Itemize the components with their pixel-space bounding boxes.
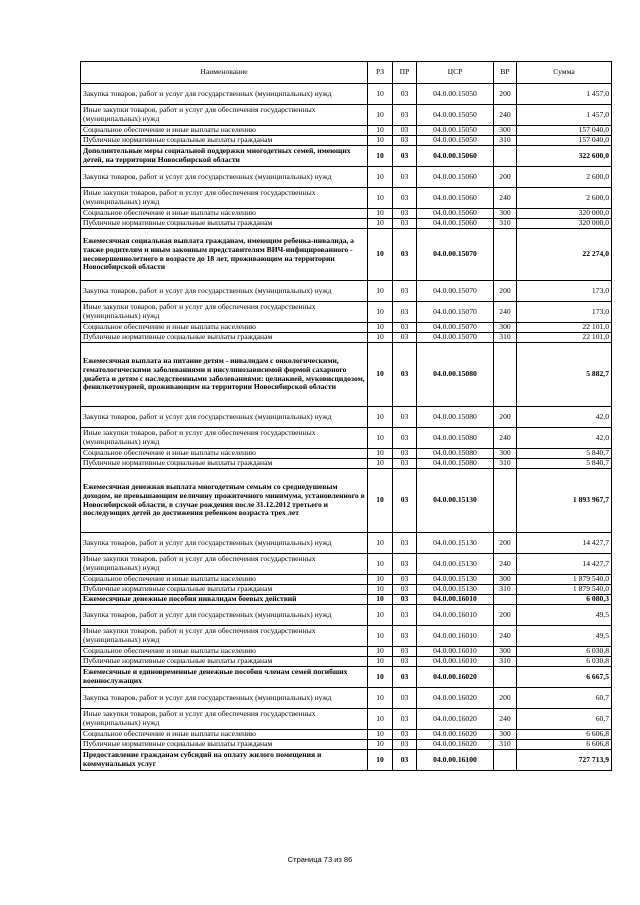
cell-rz: 10 <box>368 146 393 167</box>
cell-rz: 10 <box>368 667 393 688</box>
cell-pr: 03 <box>393 449 417 459</box>
cell-name: Социальное обеспечение и иные выплаты населению <box>81 730 368 740</box>
table-row <box>81 323 612 333</box>
cell-pr: 03 <box>393 459 417 469</box>
cell-name: Публичные нормативные социальные выплаты гражданам <box>81 136 368 146</box>
table-row <box>81 626 612 647</box>
cell-rz: 10 <box>368 469 393 533</box>
cell-sum: 727 713,9 <box>517 750 612 771</box>
cell-rz: 10 <box>368 709 393 730</box>
table-row-section <box>81 667 612 688</box>
table-row <box>81 554 612 575</box>
cell-rz: 10 <box>368 533 393 554</box>
cell-name: Закупка товаров, работ и услуг для государственных (муниципальных) нужд <box>81 605 368 626</box>
cell-csr: 04.0.00.15050 <box>417 84 494 105</box>
cell-sum: 5 840,7 <box>517 449 612 459</box>
cell-vr: 240 <box>494 428 517 449</box>
table-row <box>81 709 612 730</box>
cell-rz: 10 <box>368 281 393 302</box>
cell-csr: 04.0.00.15080 <box>417 407 494 428</box>
cell-rz: 10 <box>368 626 393 647</box>
cell-vr: 200 <box>494 167 517 188</box>
cell-pr: 03 <box>393 533 417 554</box>
cell-pr: 03 <box>393 585 417 595</box>
table-row <box>81 136 612 146</box>
cell-vr: 240 <box>494 626 517 647</box>
cell-csr: 04.0.00.15070 <box>417 281 494 302</box>
column-header-vr: ВР <box>494 62 517 84</box>
cell-pr: 03 <box>393 84 417 105</box>
cell-csr: 04.0.00.15060 <box>417 209 494 219</box>
cell-csr: 04.0.00.16020 <box>417 740 494 750</box>
table-row <box>81 219 612 229</box>
cell-rz: 10 <box>368 167 393 188</box>
table-row <box>81 302 612 323</box>
cell-sum: 60,7 <box>517 709 612 730</box>
cell-name: Предоставление гражданам субсидий на оплату жилого помещения и коммунальных услуг <box>81 750 368 771</box>
cell-rz: 10 <box>368 750 393 771</box>
cell-name: Социальное обеспечение и иные выплаты населению <box>81 209 368 219</box>
table-row <box>81 585 612 595</box>
cell-vr: 300 <box>494 647 517 657</box>
cell-sum: 14 427,7 <box>517 533 612 554</box>
cell-sum: 42,0 <box>517 428 612 449</box>
cell-csr: 04.0.00.15070 <box>417 323 494 333</box>
table-row-section <box>81 750 612 771</box>
cell-sum: 173,0 <box>517 281 612 302</box>
table-row-section <box>81 229 612 281</box>
cell-csr: 04.0.00.15130 <box>417 554 494 575</box>
cell-vr <box>494 146 517 167</box>
cell-pr: 03 <box>393 647 417 657</box>
cell-pr: 03 <box>393 146 417 167</box>
cell-csr: 04.0.00.15050 <box>417 136 494 146</box>
cell-vr: 240 <box>494 105 517 126</box>
cell-vr: 300 <box>494 730 517 740</box>
table-row-section <box>81 343 612 407</box>
cell-csr: 04.0.00.15050 <box>417 105 494 126</box>
table-row <box>81 575 612 585</box>
table-row <box>81 105 612 126</box>
cell-pr: 03 <box>393 209 417 219</box>
page-number: Страница 73 из 86 <box>287 855 353 864</box>
cell-csr: 04.0.00.16010 <box>417 626 494 647</box>
cell-vr: 310 <box>494 740 517 750</box>
cell-vr <box>494 229 517 281</box>
cell-vr: 200 <box>494 407 517 428</box>
cell-csr: 04.0.00.15080 <box>417 343 494 407</box>
table-row <box>81 730 612 740</box>
cell-name: Иные закупки товаров, работ и услуг для обеспечения государственных (муниципальных) нужд <box>81 428 368 449</box>
cell-sum: 157 040,0 <box>517 126 612 136</box>
cell-name: Социальное обеспечение и иные выплаты населению <box>81 126 368 136</box>
table-row <box>81 407 612 428</box>
cell-vr <box>494 469 517 533</box>
cell-vr: 240 <box>494 554 517 575</box>
cell-sum: 6 080,3 <box>517 595 612 605</box>
cell-name: Закупка товаров, работ и услуг для государственных (муниципальных) нужд <box>81 533 368 554</box>
cell-pr: 03 <box>393 605 417 626</box>
cell-rz: 10 <box>368 136 393 146</box>
column-header-pr: ПР <box>393 62 417 84</box>
cell-vr: 200 <box>494 84 517 105</box>
cell-sum: 6 606,8 <box>517 740 612 750</box>
cell-sum: 1 879 540,0 <box>517 575 612 585</box>
cell-csr: 04.0.00.16010 <box>417 605 494 626</box>
table-body <box>81 84 612 771</box>
table-row <box>81 605 612 626</box>
cell-pr: 03 <box>393 281 417 302</box>
table-row <box>81 281 612 302</box>
table-row <box>81 647 612 657</box>
cell-vr: 200 <box>494 281 517 302</box>
table-header-row <box>81 62 612 84</box>
cell-pr: 03 <box>393 740 417 750</box>
cell-csr: 04.0.00.15130 <box>417 575 494 585</box>
cell-rz: 10 <box>368 323 393 333</box>
cell-pr: 03 <box>393 575 417 585</box>
cell-vr: 200 <box>494 533 517 554</box>
cell-csr: 04.0.00.16020 <box>417 709 494 730</box>
cell-name: Публичные нормативные социальные выплаты гражданам <box>81 740 368 750</box>
cell-rz: 10 <box>368 657 393 667</box>
column-header-sum: Сумма <box>517 62 612 84</box>
table-row <box>81 740 612 750</box>
cell-vr: 310 <box>494 657 517 667</box>
cell-csr: 04.0.00.16100 <box>417 750 494 771</box>
cell-rz: 10 <box>368 126 393 136</box>
cell-name: Иные закупки товаров, работ и услуг для обеспечения государственных (муниципальных) нужд <box>81 105 368 126</box>
cell-name: Иные закупки товаров, работ и услуг для обеспечения государственных (муниципальных) нужд <box>81 188 368 209</box>
cell-vr: 300 <box>494 209 517 219</box>
cell-sum: 49,5 <box>517 626 612 647</box>
table-row <box>81 333 612 343</box>
cell-rz: 10 <box>368 209 393 219</box>
table-row <box>81 688 612 709</box>
cell-rz: 10 <box>368 730 393 740</box>
cell-vr: 240 <box>494 302 517 323</box>
cell-pr: 03 <box>393 333 417 343</box>
table-row <box>81 449 612 459</box>
cell-name: Публичные нормативные социальные выплаты гражданам <box>81 657 368 667</box>
cell-vr <box>494 667 517 688</box>
cell-csr: 04.0.00.16020 <box>417 667 494 688</box>
cell-sum: 157 040,0 <box>517 136 612 146</box>
cell-rz: 10 <box>368 740 393 750</box>
cell-csr: 04.0.00.15060 <box>417 219 494 229</box>
cell-csr: 04.0.00.15060 <box>417 188 494 209</box>
cell-csr: 04.0.00.16010 <box>417 647 494 657</box>
cell-name: Ежемесячные и единовременные денежные пособия членам семей погибших военнослужащих <box>81 667 368 688</box>
table-row <box>81 459 612 469</box>
cell-sum: 49,5 <box>517 605 612 626</box>
cell-vr: 310 <box>494 585 517 595</box>
cell-name: Дополнительные меры социальной поддержки многодетных семей, имеющих детей, на территории Новосибирской области <box>81 146 368 167</box>
cell-sum: 5 882,7 <box>517 343 612 407</box>
cell-name: Закупка товаров, работ и услуг для государственных (муниципальных) нужд <box>81 688 368 709</box>
cell-name: Ежемесячная денежная выплата многодетным семьям со среднедушевым доходом, не превышающим величину прожиточного минимума, установленного в Новосибирской области, в случае рождения после 31.12.2012 третьего и последующих детей до достижения ребенком возраста трех лет <box>81 469 368 533</box>
cell-pr: 03 <box>393 730 417 740</box>
cell-sum: 1 893 967,7 <box>517 469 612 533</box>
cell-pr: 03 <box>393 626 417 647</box>
cell-rz: 10 <box>368 428 393 449</box>
cell-rz: 10 <box>368 229 393 281</box>
cell-vr: 310 <box>494 219 517 229</box>
cell-pr: 03 <box>393 167 417 188</box>
table-row-section <box>81 595 612 605</box>
cell-sum: 22 274,0 <box>517 229 612 281</box>
cell-rz: 10 <box>368 595 393 605</box>
cell-sum: 2 600,0 <box>517 167 612 188</box>
cell-name: Публичные нормативные социальные выплаты гражданам <box>81 459 368 469</box>
cell-sum: 22 101,0 <box>517 333 612 343</box>
cell-rz: 10 <box>368 575 393 585</box>
cell-csr: 04.0.00.15080 <box>417 459 494 469</box>
cell-pr: 03 <box>393 428 417 449</box>
cell-name: Ежемесячные денежные пособия инвалидам боевых действий <box>81 595 368 605</box>
cell-rz: 10 <box>368 605 393 626</box>
cell-sum: 2 600,0 <box>517 188 612 209</box>
cell-rz: 10 <box>368 647 393 657</box>
cell-vr: 200 <box>494 688 517 709</box>
cell-sum: 320 000,0 <box>517 209 612 219</box>
cell-sum: 1 457,0 <box>517 105 612 126</box>
cell-rz: 10 <box>368 333 393 343</box>
cell-sum: 5 840,7 <box>517 459 612 469</box>
cell-sum: 6 606,8 <box>517 730 612 740</box>
cell-sum: 22 101,0 <box>517 323 612 333</box>
cell-rz: 10 <box>368 188 393 209</box>
cell-rz: 10 <box>368 554 393 575</box>
cell-vr: 310 <box>494 333 517 343</box>
cell-pr: 03 <box>393 595 417 605</box>
cell-pr: 03 <box>393 105 417 126</box>
cell-name: Социальное обеспечение и иные выплаты населению <box>81 575 368 585</box>
column-header-csr: ЦСР <box>417 62 494 84</box>
cell-vr: 310 <box>494 459 517 469</box>
cell-pr: 03 <box>393 126 417 136</box>
cell-rz: 10 <box>368 459 393 469</box>
table-row <box>81 84 612 105</box>
cell-csr: 04.0.00.15130 <box>417 469 494 533</box>
cell-pr: 03 <box>393 343 417 407</box>
cell-sum: 6 667,5 <box>517 667 612 688</box>
table-row <box>81 209 612 219</box>
cell-csr: 04.0.00.15070 <box>417 302 494 323</box>
cell-csr: 04.0.00.15070 <box>417 229 494 281</box>
cell-sum: 6 030,8 <box>517 647 612 657</box>
cell-name: Публичные нормативные социальные выплаты гражданам <box>81 333 368 343</box>
cell-name: Закупка товаров, работ и услуг для государственных (муниципальных) нужд <box>81 281 368 302</box>
budget-table <box>80 61 612 771</box>
cell-sum: 322 600,0 <box>517 146 612 167</box>
cell-csr: 04.0.00.15080 <box>417 449 494 459</box>
cell-vr: 200 <box>494 605 517 626</box>
cell-vr: 240 <box>494 188 517 209</box>
cell-pr: 03 <box>393 219 417 229</box>
cell-name: Закупка товаров, работ и услуг для государственных (муниципальных) нужд <box>81 167 368 188</box>
cell-pr: 03 <box>393 657 417 667</box>
cell-name: Ежемесячная выплата на питание детям - инвалидам с онкологическими, гематологическими заболеваниями и инсулинозависимой формой сахарного диабета и детям с наследственными заболеваниями: целиакией, муковисцидозом, фенилкетонурией, проживающим на территории Новосибирской области <box>81 343 368 407</box>
table-row-section <box>81 146 612 167</box>
cell-name: Ежемесячная социальная выплата гражданам, имеющим ребенка-инвалида, а также родителям и иным законным представителям ВИЧ-инфицированного - несовершеннолетнего в возрасте до 18 лет, проживающим на территории Новосибирской области <box>81 229 368 281</box>
table-row <box>81 428 612 449</box>
cell-csr: 04.0.00.16020 <box>417 688 494 709</box>
cell-name: Иные закупки товаров, работ и услуг для обеспечения государственных (муниципальных) нужд <box>81 709 368 730</box>
table-row <box>81 126 612 136</box>
cell-vr: 310 <box>494 136 517 146</box>
cell-rz: 10 <box>368 105 393 126</box>
cell-csr: 04.0.00.15130 <box>417 585 494 595</box>
cell-name: Иные закупки товаров, работ и услуг для обеспечения государственных (муниципальных) нужд <box>81 302 368 323</box>
cell-name: Иные закупки товаров, работ и услуг для обеспечения государственных (муниципальных) нужд <box>81 554 368 575</box>
table-row <box>81 188 612 209</box>
cell-sum: 6 030,8 <box>517 657 612 667</box>
cell-rz: 10 <box>368 302 393 323</box>
cell-pr: 03 <box>393 302 417 323</box>
cell-rz: 10 <box>368 449 393 459</box>
cell-sum: 42,0 <box>517 407 612 428</box>
cell-name: Закупка товаров, работ и услуг для государственных (муниципальных) нужд <box>81 407 368 428</box>
cell-name: Социальное обеспечение и иные выплаты населению <box>81 449 368 459</box>
cell-pr: 03 <box>393 407 417 428</box>
cell-sum: 320 000,0 <box>517 219 612 229</box>
table-row <box>81 657 612 667</box>
cell-name: Публичные нормативные социальные выплаты гражданам <box>81 585 368 595</box>
cell-vr <box>494 343 517 407</box>
cell-name: Иные закупки товаров, работ и услуг для обеспечения государственных (муниципальных) нужд <box>81 626 368 647</box>
cell-pr: 03 <box>393 323 417 333</box>
cell-csr: 04.0.00.16020 <box>417 730 494 740</box>
cell-name: Публичные нормативные социальные выплаты гражданам <box>81 219 368 229</box>
column-header-rz: РЗ <box>368 62 393 84</box>
cell-sum: 1 457,0 <box>517 84 612 105</box>
column-header-name: Наименование <box>81 62 368 84</box>
cell-rz: 10 <box>368 219 393 229</box>
cell-pr: 03 <box>393 688 417 709</box>
cell-sum: 14 427,7 <box>517 554 612 575</box>
cell-sum: 1 879 540,0 <box>517 585 612 595</box>
cell-rz: 10 <box>368 84 393 105</box>
cell-pr: 03 <box>393 136 417 146</box>
cell-name: Социальное обеспечение и иные выплаты населению <box>81 323 368 333</box>
cell-csr: 04.0.00.15060 <box>417 146 494 167</box>
cell-name: Закупка товаров, работ и услуг для государственных (муниципальных) нужд <box>81 84 368 105</box>
cell-vr: 300 <box>494 575 517 585</box>
cell-pr: 03 <box>393 229 417 281</box>
table-row-section <box>81 469 612 533</box>
table-row <box>81 167 612 188</box>
cell-vr: 240 <box>494 709 517 730</box>
cell-pr: 03 <box>393 750 417 771</box>
cell-pr: 03 <box>393 188 417 209</box>
cell-rz: 10 <box>368 407 393 428</box>
table-row <box>81 533 612 554</box>
cell-csr: 04.0.00.16010 <box>417 657 494 667</box>
cell-csr: 04.0.00.15070 <box>417 333 494 343</box>
cell-csr: 04.0.00.15130 <box>417 533 494 554</box>
cell-vr <box>494 595 517 605</box>
cell-csr: 04.0.00.15050 <box>417 126 494 136</box>
cell-csr: 04.0.00.16010 <box>417 595 494 605</box>
cell-pr: 03 <box>393 667 417 688</box>
cell-vr: 300 <box>494 126 517 136</box>
cell-sum: 60,7 <box>517 688 612 709</box>
cell-rz: 10 <box>368 688 393 709</box>
cell-sum: 173,0 <box>517 302 612 323</box>
cell-vr <box>494 750 517 771</box>
cell-pr: 03 <box>393 709 417 730</box>
cell-name: Социальное обеспечение и иные выплаты населению <box>81 647 368 657</box>
cell-vr: 300 <box>494 323 517 333</box>
cell-csr: 04.0.00.15080 <box>417 428 494 449</box>
cell-rz: 10 <box>368 343 393 407</box>
cell-pr: 03 <box>393 554 417 575</box>
cell-vr: 300 <box>494 449 517 459</box>
cell-csr: 04.0.00.15060 <box>417 167 494 188</box>
cell-pr: 03 <box>393 469 417 533</box>
cell-rz: 10 <box>368 585 393 595</box>
